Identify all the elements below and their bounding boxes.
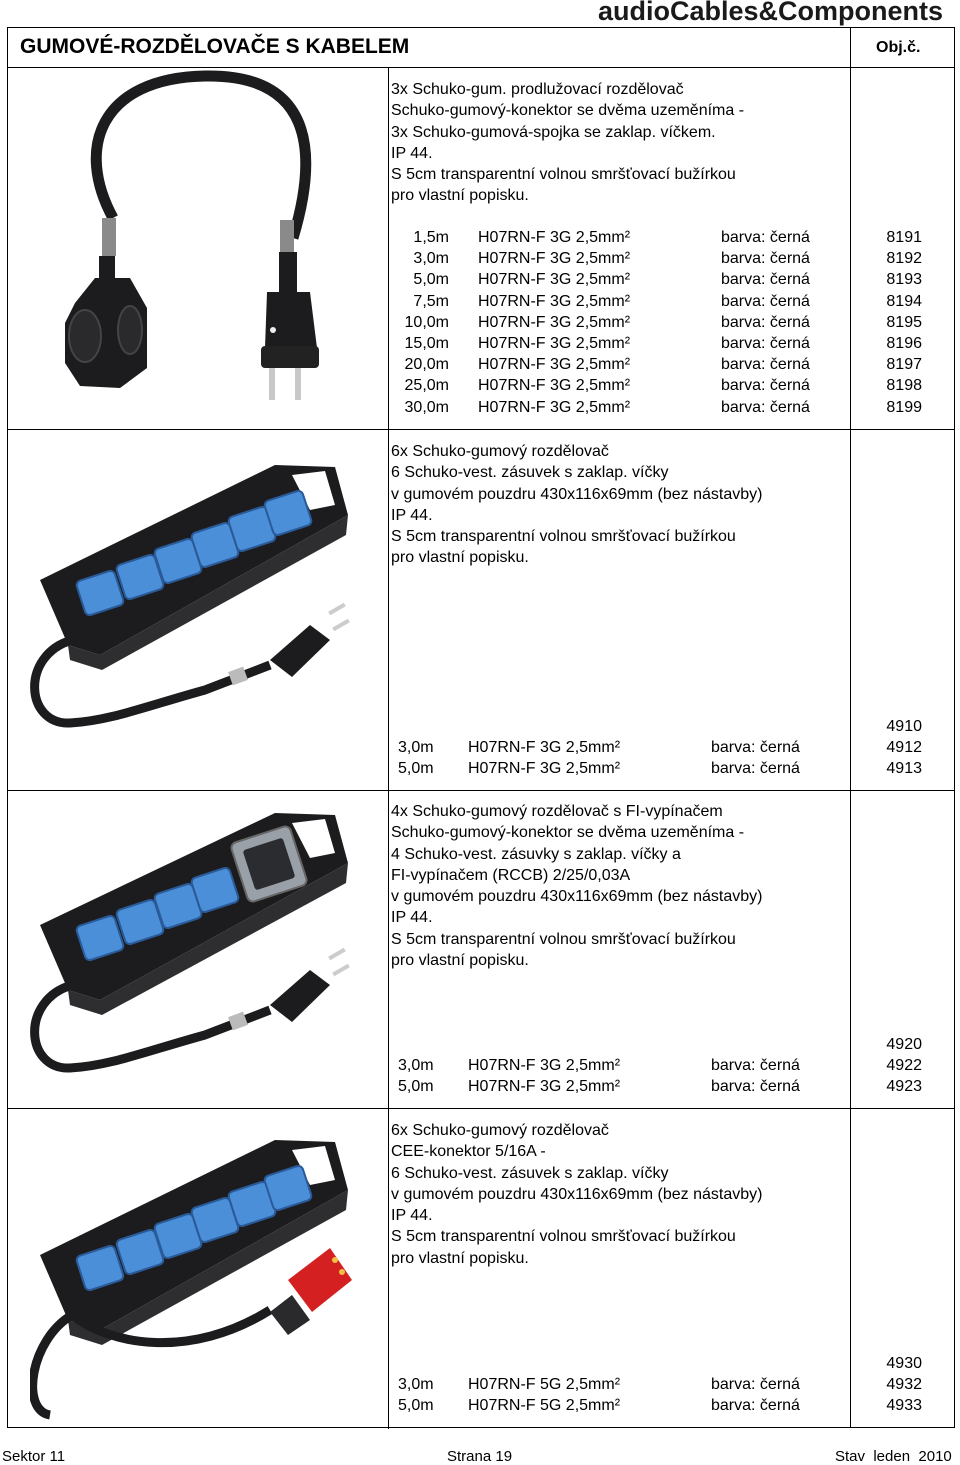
table-row — [0, 1374, 960, 1395]
section-divider — [8, 429, 954, 430]
order-number-cell: 4922 — [886, 1057, 922, 1075]
length-cell: 3,0m — [413, 250, 449, 268]
product-description — [391, 801, 762, 971]
color-cell: barva: černá — [721, 398, 810, 416]
description-line: pro vlastní popisku. — [391, 187, 529, 205]
cable-cell: H07RN-F 3G 2,5mm² — [478, 398, 631, 416]
description-line: Schuko-gumový-konektor se dvěma uzeměníma - — [391, 824, 745, 842]
order-number-cell: 8199 — [886, 398, 922, 416]
table-row — [0, 248, 960, 269]
section-divider — [8, 1108, 954, 1109]
description-line: Schuko-gumový-konektor se dvěma uzeměníma - — [391, 102, 745, 120]
description-line: IP 44. — [391, 909, 433, 927]
description-line: S 5cm transparentní volnou smršťovací bužírkou — [391, 166, 736, 184]
product-description — [391, 441, 762, 569]
color-cell: barva: černá — [721, 271, 810, 289]
length-cell: 1,5m — [413, 229, 449, 246]
length-cell: 25,0m — [404, 377, 449, 395]
description-line: pro vlastní popisku. — [391, 1249, 529, 1267]
description-line: S 5cm transparentní volnou smršťovací bužírkou — [391, 1228, 736, 1246]
length-cell: 15,0m — [404, 334, 449, 352]
description-line: IP 44. — [391, 506, 433, 524]
description-line: 6x Schuko-gumový rozdělovač — [391, 1122, 609, 1139]
order-number-cell: 8196 — [886, 334, 922, 352]
table-row — [0, 291, 960, 312]
order-number-cell: 4923 — [886, 1078, 922, 1096]
description-line: 3x Schuko-gum. prodlužovací rozdělovač — [391, 81, 684, 98]
footer-page-number: Strana 19 — [447, 1448, 513, 1465]
cable-cell: H07RN-F 3G 2,5mm² — [468, 1078, 621, 1096]
footer-status: Stav leden 2010 — [835, 1448, 952, 1465]
table-row — [0, 737, 960, 758]
order-number-cell: 8191 — [886, 229, 922, 246]
table-row — [0, 1353, 960, 1374]
description-line: 6 Schuko-vest. zásuvek s zaklap. víčky — [391, 1164, 669, 1182]
product-image-6x-distributor — [30, 455, 360, 755]
order-number-cell: 8192 — [886, 250, 922, 268]
description-line: 6 Schuko-vest. zásuvek s zaklap. víčky — [391, 464, 669, 482]
cable-cell: H07RN-F 3G 2,5mm² — [478, 250, 631, 268]
color-cell: barva: černá — [721, 313, 810, 331]
order-number-cell: 4933 — [886, 1397, 922, 1415]
description-line: 6x Schuko-gumový rozdělovač — [391, 443, 609, 460]
cable-cell: H07RN-F 3G 2,5mm² — [468, 1057, 621, 1075]
length-cell: 10,0m — [404, 313, 449, 331]
color-cell: barva: černá — [711, 1397, 800, 1415]
cable-cell: H07RN-F 3G 2,5mm² — [478, 356, 631, 374]
color-cell: barva: černá — [721, 377, 810, 395]
length-cell: 3,0m — [398, 1057, 434, 1075]
order-number-heading: Obj.č. — [876, 39, 921, 56]
color-cell: barva: černá — [711, 1057, 800, 1075]
description-line: v gumovém pouzdru 430x116x69mm (bez nástavby) — [391, 485, 763, 503]
color-cell: barva: černá — [721, 250, 810, 268]
cable-cell: H07RN-F 3G 2,5mm² — [478, 313, 631, 331]
table-row — [0, 1034, 960, 1055]
order-number-cell: 4932 — [886, 1376, 922, 1394]
table-row — [0, 312, 960, 333]
table-row — [0, 397, 960, 418]
description-line: v gumovém pouzdru 430x116x69mm (bez nástavby) — [391, 888, 763, 906]
table-header — [8, 28, 954, 68]
order-number-cell: 8194 — [886, 292, 922, 310]
variant-list — [0, 1034, 960, 1098]
variant-list — [0, 1353, 960, 1417]
variant-list — [0, 716, 960, 780]
description-line: S 5cm transparentní volnou smršťovací bužírkou — [391, 930, 736, 948]
section-divider — [8, 790, 954, 791]
table-row — [0, 1395, 960, 1416]
description-line: FI-vypínačem (RCCB) 2/25/0,03A — [391, 866, 631, 884]
length-cell: 30,0m — [404, 398, 449, 416]
description-line: 3x Schuko-gumová-spojka se zaklap. víčkem. — [391, 123, 716, 141]
description-line: 4 Schuko-vest. zásuvky s zaklap. víčky a — [391, 845, 681, 863]
description-line: pro vlastní popisku. — [391, 549, 529, 567]
cable-cell: H07RN-F 3G 2,5mm² — [468, 739, 621, 757]
table-row — [0, 758, 960, 779]
description-line: 4x Schuko-gumový rozdělovač s FI-vypínačem — [391, 803, 723, 820]
order-number-cell: 8193 — [886, 271, 922, 289]
color-cell: barva: černá — [721, 334, 810, 352]
description-line: IP 44. — [391, 144, 433, 162]
color-cell: barva: černá — [711, 739, 800, 757]
description-line: v gumovém pouzdru 430x116x69mm (bez nástavby) — [391, 1185, 763, 1203]
footer-sector: Sektor 11 — [2, 1448, 66, 1465]
length-cell: 5,0m — [398, 760, 434, 778]
table-row — [0, 227, 960, 248]
order-number-cell: 4920 — [886, 1036, 922, 1053]
description-line: S 5cm transparentní volnou smršťovací bužírkou — [391, 528, 736, 546]
variant-list — [0, 227, 960, 418]
description-line: pro vlastní popisku. — [391, 952, 529, 970]
cable-cell: H07RN-F 3G 2,5mm² — [478, 229, 631, 246]
cable-cell: H07RN-F 3G 2,5mm² — [478, 292, 631, 310]
length-cell: 3,0m — [398, 739, 434, 757]
description-line: IP 44. — [391, 1207, 433, 1225]
cable-cell: H07RN-F 3G 2,5mm² — [468, 760, 621, 778]
color-cell: barva: černá — [721, 356, 810, 374]
product-description — [391, 1120, 762, 1269]
brand-logo-text: audioCables&Components — [598, 0, 944, 26]
table-row — [0, 333, 960, 354]
table-row — [0, 716, 960, 737]
order-number-cell: 4913 — [886, 760, 922, 778]
order-number-cell: 4930 — [886, 1355, 922, 1372]
color-cell: barva: černá — [711, 760, 800, 778]
color-cell: barva: černá — [721, 229, 810, 246]
table-row — [0, 375, 960, 396]
color-cell: barva: černá — [721, 292, 810, 310]
color-cell: barva: černá — [711, 1078, 800, 1096]
color-cell: barva: černá — [711, 1376, 800, 1394]
length-cell: 20,0m — [404, 356, 449, 374]
cable-cell: H07RN-F 3G 2,5mm² — [478, 377, 631, 395]
length-cell: 5,0m — [413, 271, 449, 289]
cable-cell: H07RN-F 5G 2,5mm² — [468, 1376, 621, 1394]
cable-cell: H07RN-F 3G 2,5mm² — [478, 334, 631, 352]
order-number-cell: 4910 — [886, 718, 922, 735]
order-number-cell: 8195 — [886, 313, 922, 331]
table-row — [0, 1076, 960, 1097]
length-cell: 5,0m — [398, 1078, 434, 1096]
order-number-cell: 8197 — [886, 356, 922, 374]
product-description — [391, 79, 744, 207]
page-title: GUMOVÉ-ROZDĚLOVAČE S KABELEM — [20, 35, 410, 58]
length-cell: 7,5m — [413, 292, 449, 310]
table-row — [0, 354, 960, 375]
cable-cell: H07RN-F 5G 2,5mm² — [468, 1397, 621, 1415]
order-number-cell: 8198 — [886, 377, 922, 395]
order-number-cell: 4912 — [886, 739, 922, 757]
table-row — [0, 269, 960, 290]
description-line: CEE-konektor 5/16A - — [391, 1143, 546, 1161]
length-cell: 5,0m — [398, 1397, 434, 1415]
table-row — [0, 1055, 960, 1076]
length-cell: 3,0m — [398, 1376, 434, 1394]
cable-cell: H07RN-F 3G 2,5mm² — [478, 271, 631, 289]
